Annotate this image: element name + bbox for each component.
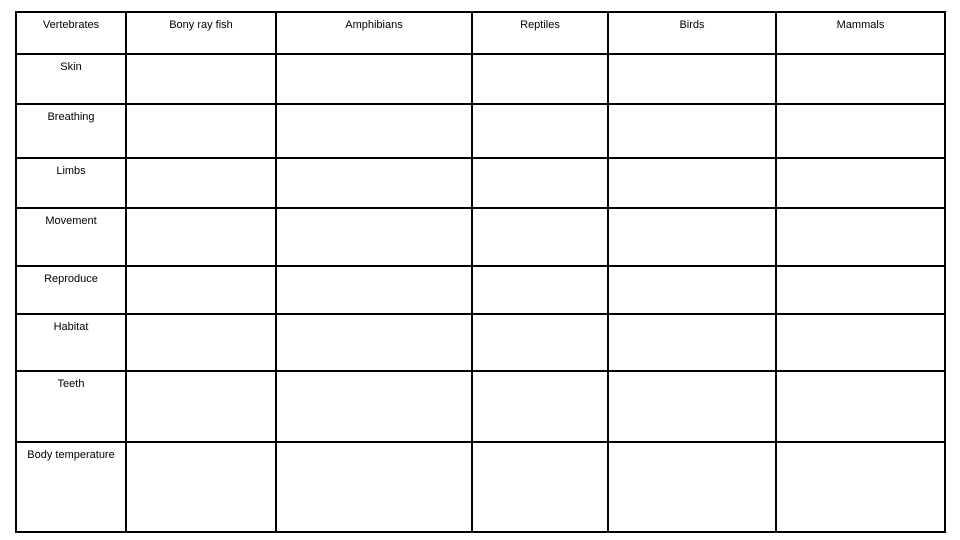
table-row-breathing	[16, 104, 945, 158]
table-cell[interactable]	[276, 266, 472, 314]
row-header-label: Breathing	[47, 111, 95, 123]
table-cell[interactable]	[472, 158, 608, 208]
row-header-breathing	[16, 104, 126, 158]
row-header-reproduce	[16, 266, 126, 314]
table-row-teeth	[16, 371, 945, 442]
table-cell[interactable]	[126, 158, 276, 208]
column-header-label: Birds	[679, 19, 705, 31]
table-cell[interactable]	[472, 314, 608, 371]
row-header-label: Skin	[60, 61, 82, 73]
table-cell[interactable]	[776, 314, 945, 371]
row-header-label: Reproduce	[44, 273, 98, 285]
table-row-skin	[16, 54, 945, 104]
row-header-skin	[16, 54, 126, 104]
row-header-label: Habitat	[53, 321, 89, 333]
row-header-label: Limbs	[56, 165, 86, 177]
row-header-teeth	[16, 371, 126, 442]
table-cell[interactable]	[276, 158, 472, 208]
table-cell[interactable]	[472, 442, 608, 532]
table-cell[interactable]	[608, 371, 776, 442]
table-cell[interactable]	[472, 266, 608, 314]
table-cell[interactable]	[276, 104, 472, 158]
table-cell[interactable]	[776, 371, 945, 442]
column-header-amphibians	[276, 12, 472, 54]
table-cell[interactable]	[126, 54, 276, 104]
table-row-limbs	[16, 158, 945, 208]
table-cell[interactable]	[608, 104, 776, 158]
column-header-label: Reptiles	[520, 19, 560, 31]
row-header-label: Movement	[45, 215, 97, 227]
table-cell[interactable]	[472, 54, 608, 104]
table-cell[interactable]	[608, 314, 776, 371]
table-cell[interactable]	[608, 442, 776, 532]
column-header-label: Amphibians	[345, 19, 403, 31]
column-header-label: Mammals	[836, 19, 885, 31]
table-cell[interactable]	[276, 54, 472, 104]
table-cell[interactable]	[776, 266, 945, 314]
table-cell[interactable]	[126, 104, 276, 158]
corner-header	[16, 12, 126, 54]
table-cell[interactable]	[126, 314, 276, 371]
row-header-movement	[16, 208, 126, 266]
table-cell[interactable]	[472, 104, 608, 158]
column-header-birds	[608, 12, 776, 54]
row-header-label: Body temperature	[27, 449, 115, 461]
table-cell[interactable]	[126, 266, 276, 314]
table-cell[interactable]	[126, 371, 276, 442]
table-cell[interactable]	[776, 158, 945, 208]
corner-header-label: Vertebrates	[42, 19, 100, 31]
table-cell[interactable]	[276, 314, 472, 371]
table-cell[interactable]	[608, 208, 776, 266]
row-header-body-temperature	[16, 442, 126, 532]
vertebrates-comparison-table	[15, 11, 946, 533]
column-header-reptiles	[472, 12, 608, 54]
table-cell[interactable]	[608, 54, 776, 104]
table-cell[interactable]	[472, 371, 608, 442]
table-cell[interactable]	[276, 371, 472, 442]
table-cell[interactable]	[276, 208, 472, 266]
table-cell[interactable]	[126, 442, 276, 532]
table-cell[interactable]	[608, 266, 776, 314]
table-cell[interactable]	[472, 208, 608, 266]
table-cell[interactable]	[776, 54, 945, 104]
table-row-habitat	[16, 314, 945, 371]
header-row	[16, 12, 945, 54]
table-cell[interactable]	[776, 208, 945, 266]
table-row-movement	[16, 208, 945, 266]
table-cell[interactable]	[776, 104, 945, 158]
row-header-label: Teeth	[57, 378, 85, 390]
column-header-bony-ray-fish	[126, 12, 276, 54]
row-header-habitat	[16, 314, 126, 371]
column-header-mammals	[776, 12, 945, 54]
table-row-body-temperature	[16, 442, 945, 532]
table-cell[interactable]	[126, 208, 276, 266]
column-header-label: Bony ray fish	[169, 19, 233, 31]
table-cell[interactable]	[776, 442, 945, 532]
table-cell[interactable]	[276, 442, 472, 532]
row-header-limbs	[16, 158, 126, 208]
table-cell[interactable]	[608, 158, 776, 208]
table-row-reproduce	[16, 266, 945, 314]
